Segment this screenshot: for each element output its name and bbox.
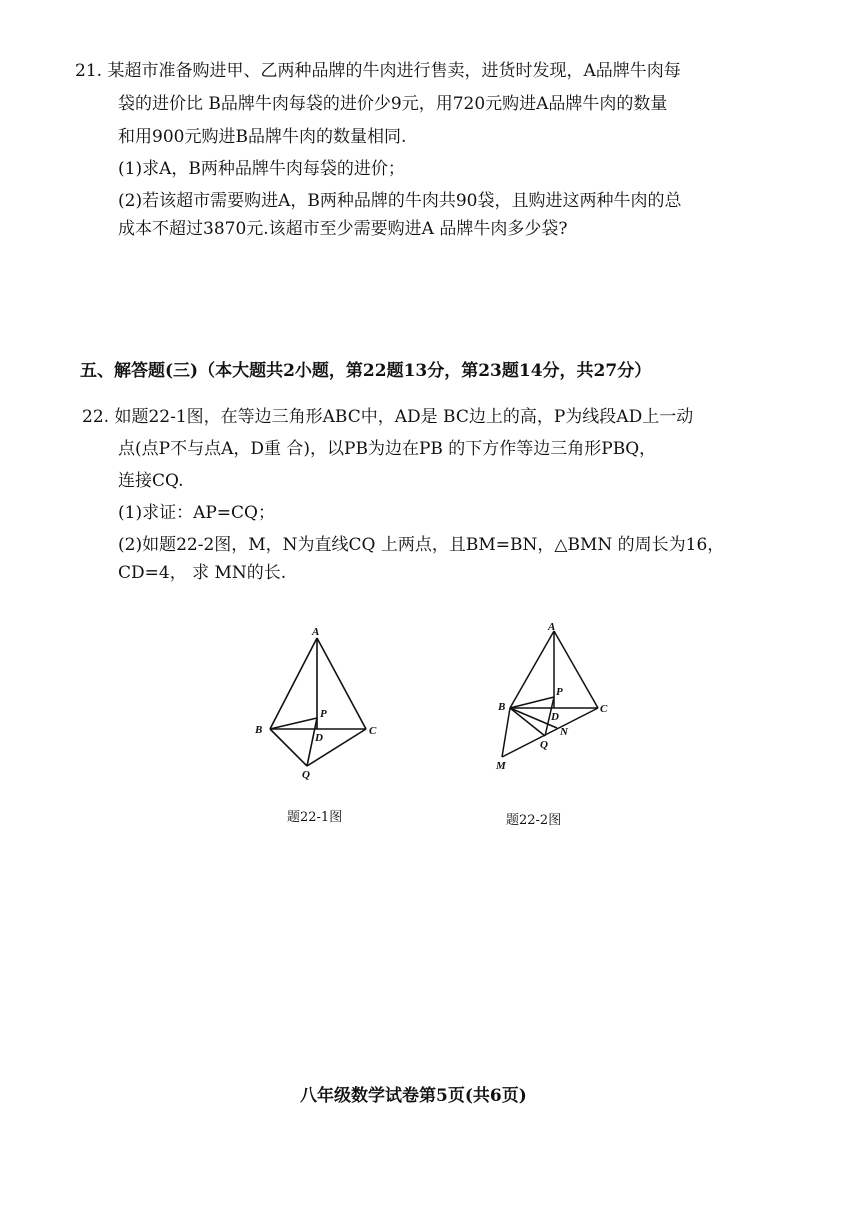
q21-line-1: 21. 某超市准备购进甲、乙两种品牌的牛肉进行售卖，进货时发现，A品牌牛肉每 [75,61,681,81]
figure-22-2-caption: 题22-2图 [506,813,562,828]
label-q: Q [540,739,548,751]
segment-bq [270,729,307,766]
segment-ab [270,638,317,729]
label-c: C [600,703,608,715]
segment-bn [510,708,557,728]
q21-part-1: (1)求A，B两种品牌牛肉每袋的进价； [118,159,405,179]
label-q: Q [302,769,310,781]
section-heading: 五、解答题(三)（本大题共2小题，第22题13分，第23题14分，共27分） [80,361,652,381]
label-b: B [255,724,263,736]
label-d: D [551,711,559,723]
label-b: B [498,701,506,713]
q22-part-2a: (2)如题22-2图，M，N为直线CQ 上两点，且BM=BN，△BMN 的周长为16， [118,535,725,555]
segment-bp [510,697,554,708]
q21-part-2b: 成本不超过3870元.该超市至少需要购进A 品牌牛肉多少袋? [118,219,568,239]
q22-part-1: (1)求证：AP=CQ； [118,503,275,523]
q22-part-2b: CD=4， 求 MN的长. [118,563,287,583]
q21-line-2: 袋的进价比 B品牌牛肉每袋的进价少9元，用720元购进A品牌牛肉的数量 [118,94,668,114]
q22-line-3: 连接CQ. [118,471,184,491]
figure-22-1 [245,620,395,790]
figure-22-1-caption: 题22-1图 [287,810,343,825]
label-p: P [556,686,563,698]
label-d: D [315,732,323,744]
segment-bp [270,718,317,729]
q21-part-2a: (2)若该超市需要购进A，B两种品牌的牛肉共90袋，且购进这两种牛肉的总 [118,191,682,211]
label-a: A [548,621,556,633]
figure-22-2 [490,617,630,777]
segment-bq [510,708,545,736]
q22-line-1: 22. 如题22-1图，在等边三角形ABC中，AD是 BC边上的高，P为线段AD上一动 [82,407,694,427]
q22-line-2: 点(点P不与点A，D重 合)，以PB为边在PB 的下方作等边三角形PBQ， [118,439,657,459]
segment-ab [510,631,554,708]
segment-bm [502,708,510,757]
label-a: A [312,626,320,638]
q21-line-3: 和用900元购进B品牌牛肉的数量相同. [118,127,407,147]
label-n: N [560,726,568,738]
label-m: M [496,760,506,772]
page-footer: 八年级数学试卷第5页(共6页) [300,1086,527,1106]
label-c: C [369,725,377,737]
label-p: P [320,708,327,720]
